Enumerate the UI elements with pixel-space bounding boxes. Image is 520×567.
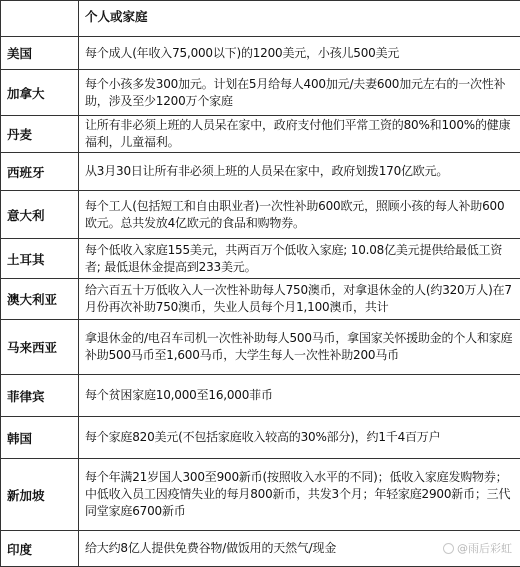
country-cell: 马来西亚 (1, 320, 79, 375)
table-row (1, 375, 520, 417)
header-measure: 个人或家庭 (79, 1, 520, 37)
measure-cell: 拿退休金的/电召车司机一次性补助每人500马币，拿国家关怀援助金的个人和家庭补助500马币至1,600马币，大学生每人一次性补助200马币 (79, 320, 520, 375)
country-cell: 印度 (1, 531, 79, 567)
country-cell: 菲律宾 (1, 375, 79, 417)
measure-cell: 每个成人(年收入75,000以下)的1200美元，小孩儿500美元 (79, 37, 520, 70)
table-row (1, 37, 520, 70)
country-cell: 丹麦 (1, 116, 79, 153)
weibo-watermark (441, 540, 514, 556)
table-row (1, 279, 520, 320)
table-row (1, 153, 520, 191)
country-cell: 加拿大 (1, 70, 79, 116)
weibo-icon (443, 543, 454, 554)
table-row (1, 116, 520, 153)
measure-cell: 每个贫困家庭10,000至16,000菲币 (79, 375, 520, 417)
table-row (1, 459, 520, 531)
measure-cell: 让所有非必须上班的人员呆在家中，政府支付他们平常工资的80%和100%的健康福利，儿童福利。 (79, 116, 520, 153)
table-row (1, 417, 520, 459)
country-cell: 意大利 (1, 191, 79, 239)
measure-cell: 给大约8亿人提供免费谷物/做饭用的天然气/现金 (79, 531, 520, 567)
country-cell: 西班牙 (1, 153, 79, 191)
table-row (1, 239, 520, 279)
table-row (1, 320, 520, 375)
table-row (1, 191, 520, 239)
measure-cell: 每个小孩多发300加元。计划在5月给每人400加元/夫妻600加元左右的一次性补助，涉及至少1200万个家庭 (79, 70, 520, 116)
measure-cell: 从3月30日让所有非必须上班的人员呆在家中，政府划拨170亿欧元。 (79, 153, 520, 191)
country-cell: 土耳其 (1, 239, 79, 279)
country-cell: 新加坡 (1, 459, 79, 531)
measure-cell: 每个低收入家庭155美元，共两百万个低收入家庭; 10.08亿美元提供给最低工资者; 最低退休金提高到233美元。 (79, 239, 520, 279)
country-cell: 澳大利亚 (1, 279, 79, 320)
country-cell: 韩国 (1, 417, 79, 459)
measure-cell: 每个年满21岁国人300至900新币(按照收入水平的不同)；低收入家庭发购物券；中低收入员工因疫情失业的每月800新币，共发3个月；年轻家庭2900新币；三代同堂家庭6700新币 (79, 459, 520, 531)
header-country (1, 1, 79, 37)
table-header-row (1, 1, 520, 37)
country-cell: 美国 (1, 37, 79, 70)
table-row (1, 70, 520, 116)
measure-cell: 每个家庭820美元(不包括家庭收入较高的30%部分)，约1千4百万户 (79, 417, 520, 459)
watermark-text: @雨后彩虹 (457, 540, 512, 556)
measure-cell: 每个工人(包括短工和自由职业者)一次性补助600欧元，照顾小孩的每人补助600欧元。总共发放4亿欧元的食品和购物券。 (79, 191, 520, 239)
measure-cell: 给六百五十万低收入人一次性补助每人750澳币，对拿退休金的人(约320万人)在7月份再次补助750澳币，失业人员每个月1,100澳币，共计 (79, 279, 520, 320)
